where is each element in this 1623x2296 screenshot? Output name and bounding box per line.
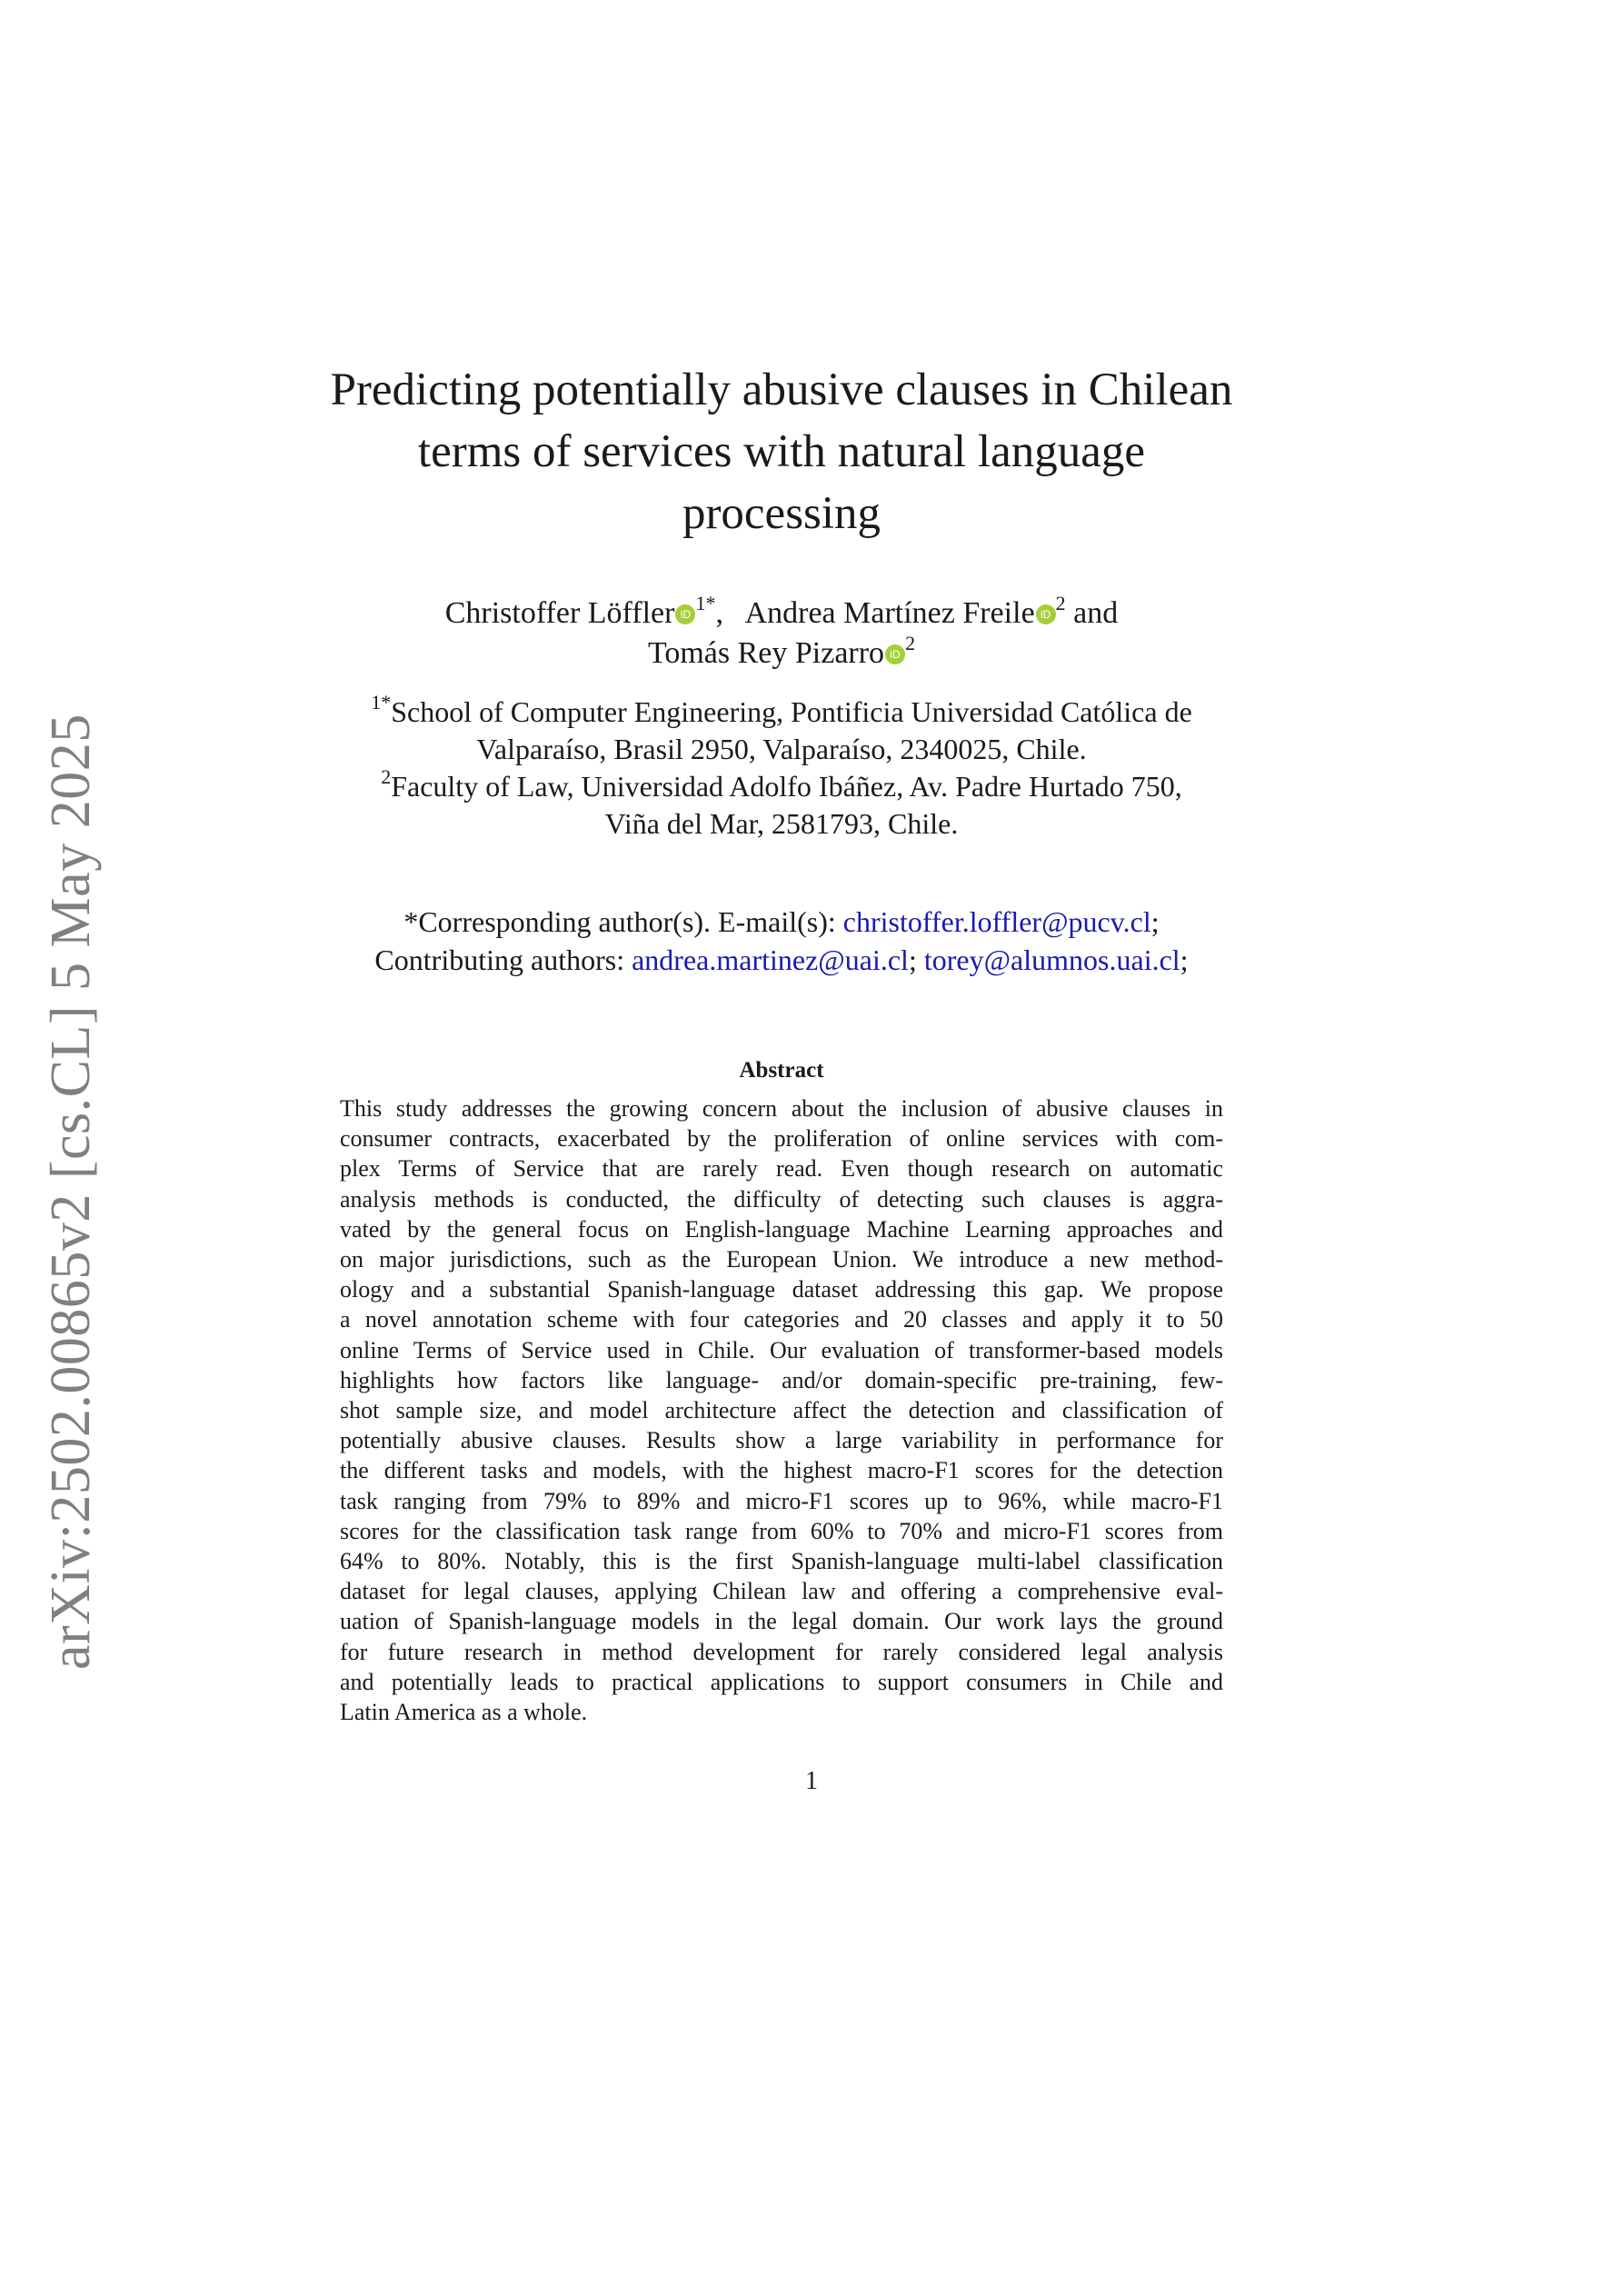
abstract-line: dataset for legal clauses, applying Chilean law and offering a comprehensive eval- (340, 1578, 1223, 1605)
arxiv-identifier-stamp: arXiv:2502.00865v2 [cs.CL] 5 May 2025 (40, 714, 102, 1670)
contributing-authors-line: Contributing authors: andrea.martinez@uai.cl; torey@alumnos.uai.cl; (374, 943, 1189, 976)
abstract-line: for future research in method development for rarely considered legal analysis (340, 1638, 1223, 1665)
affiliation-2-line-2: Viña del Mar, 2581793, Chile. (604, 807, 959, 840)
abstract-body (340, 1093, 1223, 1727)
abstract-line: analysis methods is conducted, the difficulty of detecting such clauses is aggra- (340, 1185, 1223, 1213)
author-affiliation-mark: 2 (905, 632, 916, 654)
abstract-line: ology and a substantial Spanish-language dataset addressing this gap. We propose (340, 1276, 1223, 1303)
abstract-line: the different tasks and models, with the highest macro-F1 scores for the detection (340, 1457, 1223, 1484)
corresponding-label: *Corresponding author(s). E-mail(s): (403, 905, 836, 938)
affiliation-list (273, 691, 1290, 843)
abstract-line: Latin America as a whole. (340, 1699, 588, 1726)
abstract-line: online Terms of Service used in Chile. Our evaluation of transformer-based models (340, 1336, 1223, 1363)
affiliation-1-line-1 (273, 691, 1290, 731)
paper-first-page (273, 359, 1290, 1727)
title-line: Predicting potentially abusive clauses in Chilean (330, 364, 1233, 415)
corresponding-author-line: *Corresponding author(s). E-mail(s): christoffer.loffler@pucv.cl; (403, 905, 1160, 938)
correspondence-block (273, 903, 1290, 979)
author-affiliation-mark: 1* (695, 592, 716, 614)
abstract-line: and potentially leads to practical applications to support consumers in Chile and (340, 1668, 1223, 1695)
abstract-line: potentially abusive clauses. Results show a large variability in performance for (340, 1427, 1223, 1454)
author-line-1: Christoffer Löffler iD $^{1*}$, Andrea Martínez Freile iD $^2$ and (444, 592, 1119, 630)
affiliation-1-line-2: Valparaíso, Brasil 2950, Valparaíso, 2340025, Chile. (476, 733, 1087, 765)
abstract-line: task ranging from 79% to 89% and micro-F1 scores up to 96%, while macro-F1 (340, 1487, 1223, 1514)
title-line: processing (682, 488, 881, 539)
orcid-icon[interactable]: iD (675, 604, 695, 624)
abstract-line: on major jurisdictions, such as the European Union. We introduce a new method- (340, 1246, 1223, 1273)
paper-title (273, 359, 1290, 544)
page-number: 1 (805, 1767, 818, 1795)
abstract-line: consumer contracts, exacerbated by the proliferation of online services with com- (340, 1125, 1223, 1153)
abstract-heading: Abstract (739, 1058, 824, 1083)
abstract-line: This study addresses the growing concern about the inclusion of abusive clauses in (340, 1095, 1223, 1122)
affiliation-text: School of Computer Engineering, Pontificia Universidad Católica de (391, 695, 1192, 728)
author-affiliation-mark: 2 (1055, 592, 1066, 614)
author-list (273, 594, 1290, 674)
author-name-3: Tomás Rey Pizarro (647, 636, 885, 670)
abstract-line: plex Terms of Service that are rarely read. Even though research on automatic (340, 1155, 1223, 1183)
contributing-email-link-2[interactable]: torey@alumnos.uai.cl (923, 943, 1180, 976)
abstract-line: highlights how factors like language- and/or domain-specific pre-training, few- (340, 1366, 1223, 1393)
author-line-2 (273, 634, 1290, 674)
abstract-line: shot sample size, and model architecture affect the detection and classification of (340, 1397, 1223, 1424)
author-name-2: Andrea Martínez Freile (744, 596, 1035, 630)
contributing-email-link-1[interactable]: andrea.martinez@uai.cl (632, 943, 909, 976)
abstract-line: scores for the classification task range from 60% to 70% and micro-F1 scores from (340, 1517, 1223, 1544)
orcid-icon[interactable]: iD (1036, 604, 1056, 624)
title-line: terms of services with natural language (417, 426, 1146, 477)
and-word: and (1073, 596, 1119, 630)
author-name-1: Christoffer Löffler (444, 596, 675, 630)
abstract-line: a novel annotation scheme with four categories and 20 classes and apply it to 50 (340, 1306, 1223, 1333)
abstract-section (340, 1055, 1223, 1727)
affiliation-text: Faculty of Law, Universidad Adolfo Ibáñez, Av. Padre Hurtado 750, (391, 770, 1182, 803)
abstract-line: uation of Spanish-language models in the legal domain. Our work lays the ground (340, 1608, 1223, 1635)
abstract-line: 64% to 80%. Notably, this is the first Spanish-language multi-label classification (340, 1548, 1223, 1575)
affiliation-mark: 2 (381, 765, 392, 788)
orcid-icon[interactable]: iD (885, 644, 905, 664)
affiliation-2-line-1 (273, 765, 1290, 805)
affiliation-mark: 1* (371, 691, 392, 714)
contributing-label: Contributing authors: (374, 943, 625, 976)
abstract-line: vated by the general focus on English-language Machine Learning approaches and (340, 1215, 1223, 1243)
corresponding-email-link[interactable]: christoffer.loffler@pucv.cl (842, 905, 1151, 938)
